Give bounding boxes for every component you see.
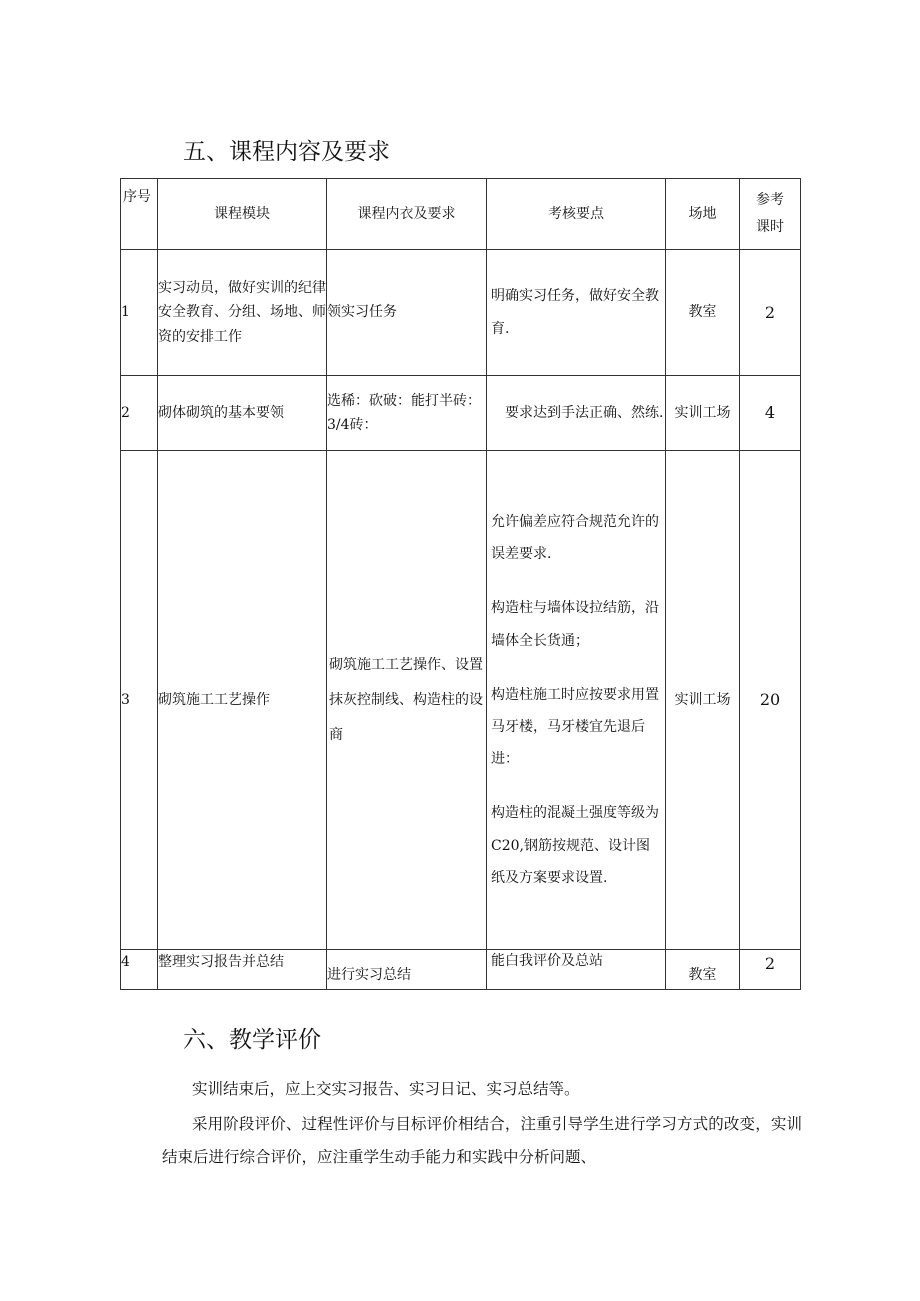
row-site: 教室 — [666, 250, 740, 376]
key-point: 能白我评价及总站 — [491, 953, 603, 969]
table-row — [121, 250, 801, 376]
key-point: 要求达到手法正确、然练. — [505, 404, 664, 421]
row-num: 1 — [121, 250, 158, 376]
key-point: 构造柱的混凝土强度等级为C20,钢筋按规范、设计图纸及方案要求设置. — [491, 805, 659, 886]
table-row — [121, 451, 801, 950]
row-site: 实训工场 — [666, 376, 740, 451]
row-site: 教室 — [666, 950, 740, 990]
key-point: 明确实习任务，做好安全教育. — [491, 288, 659, 337]
row-key — [487, 250, 666, 376]
row-module: 砌体砌筑的基本要领 — [158, 376, 327, 451]
key-point: 允许偏差应符合规范允许的误差要求. — [491, 514, 659, 563]
table-row — [121, 950, 801, 990]
row-num: 2 — [121, 376, 158, 451]
row-num: 3 — [121, 451, 158, 950]
key-point: 构造柱施工时应按要求用置马牙楼，马牙楼宜先退后进： — [491, 686, 659, 768]
row-module: 实习动员，做好实训的纪律安全教育、分组、场地、师资的安排工作 — [158, 250, 327, 376]
table-header-row — [121, 179, 801, 250]
body-paragraph: 采用阶段评价、过程性评价与目标评价相结合，注重引导学生进行学习方式的改变，实训结束后进行综合评价，应注重学生动手能力和实践中分析问题、 — [162, 1115, 802, 1166]
section-title: 五、课程内容及要求 — [183, 139, 390, 165]
row-module: 整理实习报告并总结 — [158, 950, 327, 990]
row-hours: 2 — [740, 250, 801, 376]
row-key — [487, 376, 666, 451]
header-content: 课程内衣及要求 — [327, 179, 487, 250]
header-module: 课程模块 — [158, 179, 327, 250]
row-content: 领实习任务 — [327, 250, 487, 376]
row-hours: 20 — [740, 451, 801, 950]
header-site: 场地 — [666, 179, 740, 250]
row-key — [487, 950, 666, 990]
header-hours-line1: 参考 — [756, 192, 784, 209]
header-hours — [740, 179, 801, 250]
row-key — [487, 451, 666, 950]
table-row — [121, 376, 801, 451]
row-content: 进行实习总结 — [327, 950, 487, 990]
key-point: 构造柱与墙体设拉结筋，沿墙体全长货通； — [491, 600, 659, 649]
row-module: 砌筑施工工艺操作 — [158, 451, 327, 950]
section-title: 六、教学评价 — [183, 1027, 321, 1053]
row-content: 选稀：砍破：能打半砖：3/4砖： — [327, 376, 487, 451]
course-table — [120, 178, 801, 990]
header-hours-line2: 课时 — [756, 219, 784, 235]
row-hours: 4 — [740, 376, 801, 451]
row-hours: 2 — [740, 950, 801, 990]
row-content: 砌筑施工工艺操作、设置抹灰控制线、构造柱的设商 — [327, 451, 487, 950]
header-num: 序号 — [121, 179, 158, 250]
header-key: 考核要点 — [487, 179, 666, 250]
row-site: 实训工场 — [666, 451, 740, 950]
row-num: 4 — [121, 950, 158, 990]
body-paragraph: 实训结束后，应上交实习报告、实习日记、实习总结等。 — [192, 1080, 580, 1098]
